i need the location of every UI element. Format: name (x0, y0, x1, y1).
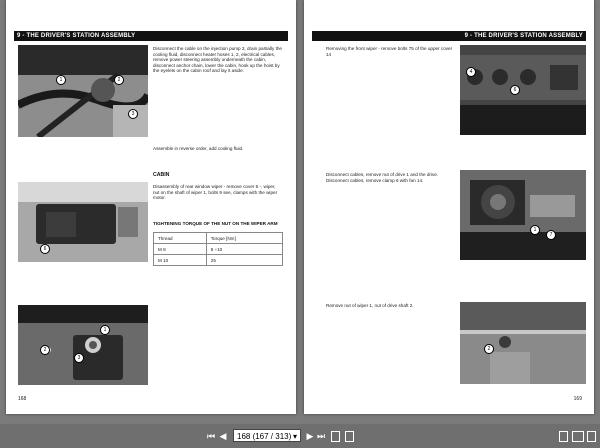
previous-page-icon[interactable]: ◀ (219, 431, 227, 441)
fit-page-icon[interactable] (345, 431, 354, 442)
torque-heading: TIGHTENING TORQUE OF THE NUT ON THE WIPER ARM (153, 221, 278, 226)
table-cell: M 8 (154, 244, 207, 255)
left-text-2: Assemble in reverse order, add cooling fluid. (153, 146, 244, 151)
right-text-1: Removing the front wiper - remove bolts 75 of the upper cover 14 (326, 46, 453, 57)
callout-label: 4 (466, 67, 476, 77)
table-header-cell: Torque [Nm] (206, 233, 282, 244)
callout-label: 6 (40, 244, 50, 254)
cabin-heading: CABIN (153, 172, 170, 178)
callout-label: 2 (484, 344, 494, 354)
table-header-row (154, 233, 283, 244)
table-header-cell: Thread (154, 233, 207, 244)
table-cell: M 10 (154, 255, 207, 266)
photo-wiper-shaft-art (460, 302, 586, 384)
left-page (6, 0, 296, 414)
photo-rear-wiper-art (18, 182, 148, 262)
next-page-icon[interactable]: ▶ (306, 431, 314, 441)
right-page (304, 0, 594, 414)
callout-label: 3 (128, 109, 138, 119)
photo-front-wiper-cover (460, 45, 586, 135)
callout-label: 3 (74, 353, 84, 363)
photo-injection-pump (18, 45, 148, 137)
photo-wiper-drive-art (460, 170, 586, 260)
right-page-number: 169 (573, 396, 582, 402)
callout-label: 6 (510, 85, 520, 95)
right-text-3: Remove nut of wiper 1, nut of drive shaft 2. (326, 303, 414, 308)
callout-label: 1 (100, 325, 110, 335)
single-page-view-icon[interactable] (559, 431, 568, 442)
photo-wiper-drive (460, 170, 586, 260)
photo-front-wiper-cover-art (460, 45, 586, 135)
callout-label: 7 (546, 230, 556, 240)
cabin-text: Disassembly of rear window wiper - remove cover 6 -, wiper, nut on the shaft of wiper 1, bolts 9 see, clamps with the wiper motor. (153, 184, 278, 201)
continuous-view-icon[interactable] (587, 431, 596, 442)
pdf-navigation-toolbar (0, 424, 600, 448)
right-text-2: Disconnect cables, remove nut of drive 1 and the drive. Disconnect cables, remove clamp 6 with fan 14. (326, 172, 439, 183)
photo-injection-pump-art (18, 45, 148, 137)
photo-rear-wiper (18, 182, 148, 262)
page-number-input[interactable] (233, 429, 301, 442)
callout-label: 2 (114, 75, 124, 85)
table-row (154, 255, 283, 266)
first-page-icon[interactable]: ⏮ (206, 431, 216, 441)
right-page-header: 9 - THE DRIVER'S STATION ASSEMBLY (312, 31, 586, 41)
two-page-view-icon[interactable] (572, 431, 584, 442)
callout-label: 2 (40, 345, 50, 355)
table-row (154, 244, 283, 255)
left-page-header: 9 - THE DRIVER'S STATION ASSEMBLY (14, 31, 288, 41)
photo-wiper-shaft (460, 302, 586, 384)
torque-table (153, 232, 283, 266)
callout-label: 1 (56, 75, 66, 85)
left-text-1: Disconnect the cable on the injection pump 3, drain partially the cooling fluid, disconnect heater hoses 1, 2, electrical cables, remove power steering assembly underneath the cabin, disconnect anchor chain, lower the cabin, hook up the hoist by the eyelets on the cabin roof and lay it aside. (153, 46, 282, 74)
photo-wiper-motor-art (18, 305, 148, 385)
left-page-number: 168 (18, 396, 27, 402)
callout-label: 1 (530, 225, 540, 235)
table-cell: 25 (206, 255, 282, 266)
chevron-down-icon[interactable]: ▾ (292, 432, 297, 441)
page-number-text: 168 (167 / 313) (237, 432, 292, 441)
copy-page-icon[interactable] (331, 431, 340, 442)
table-cell: 8 ÷10 (206, 244, 282, 255)
last-page-icon[interactable]: ⏭ (316, 431, 326, 441)
photo-wiper-motor (18, 305, 148, 385)
